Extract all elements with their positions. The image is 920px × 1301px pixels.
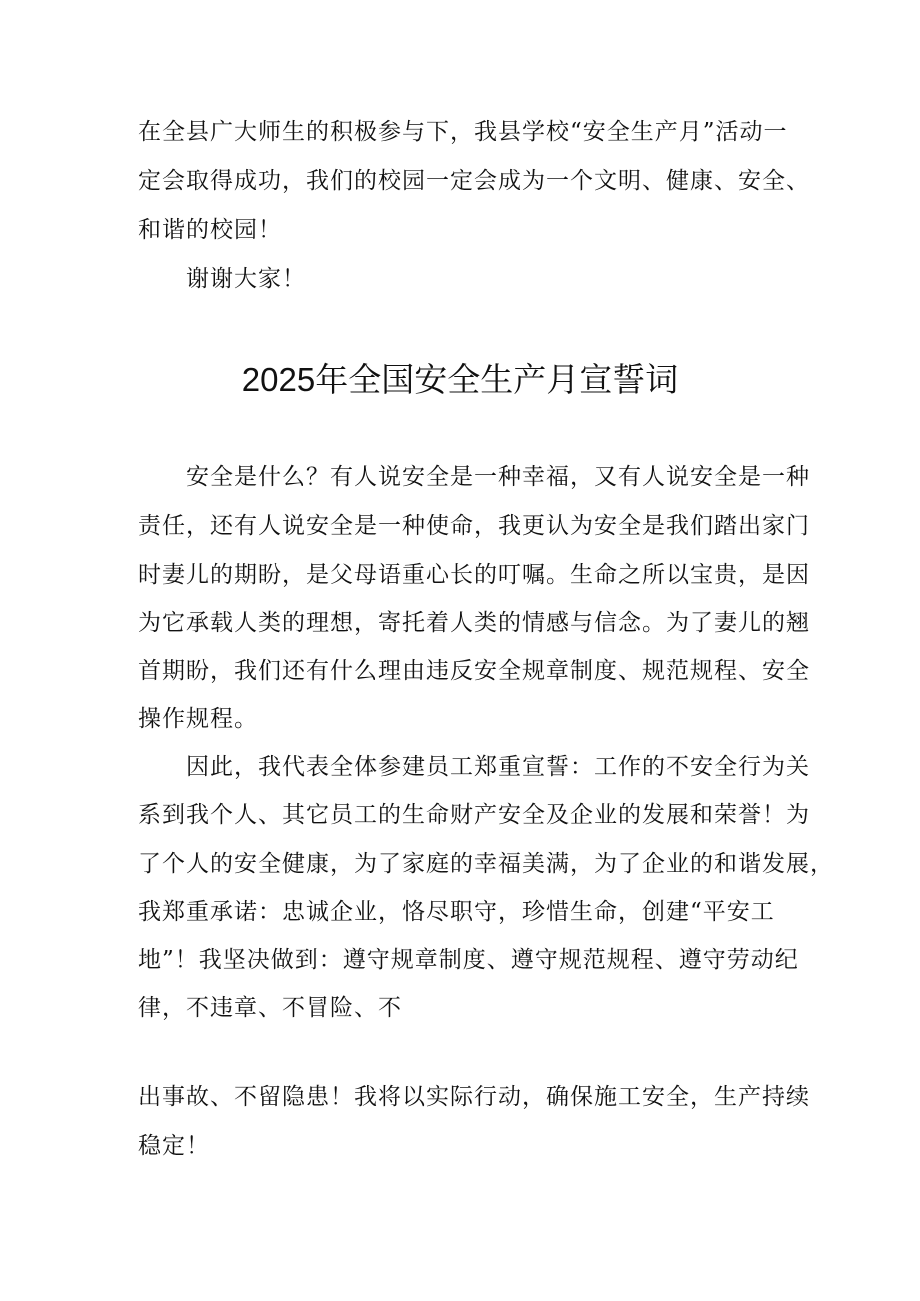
paragraph3-line-1: 出事故、不留隐患！我将以实际行动，确保施工安全，生产持续 <box>138 1084 810 1110</box>
top-paragraph-line-1: 在全县广大师生的积极参与下，我县学校“安全生产月”活动一 <box>138 119 788 145</box>
paragraph1-line-3: 时妻儿的期盼，是父母语重心长的叮嘱。生命之所以宝贵，是因 <box>138 562 810 588</box>
thanks-line: 谢谢大家！ <box>186 266 306 292</box>
paragraph2-line-3: 了个人的安全健康，为了家庭的幸福美满，为了企业的和谐发展， <box>138 851 834 877</box>
paragraph1-line-6: 操作规程。 <box>138 706 258 732</box>
paragraph2-line-4: 我郑重承诺：忠诚企业，恪尽职守，珍惜生命，创建“平安工 <box>138 899 775 925</box>
paragraph2-line-1: 因此，我代表全体参建员工郑重宣誓：工作的不安全行为关 <box>186 754 810 780</box>
paragraph1-line-2: 责任，还有人说安全是一种使命，我更认为安全是我们踏出家门 <box>138 513 810 539</box>
paragraph2-line-6: 律，不违章、不冒险、不 <box>138 995 402 1021</box>
document-title: 2025年全国安全生产月宣誓词 <box>241 361 679 398</box>
paragraph1-line-4: 为它承载人类的理想，寄托着人类的情感与信念。为了妻儿的翘 <box>138 610 810 636</box>
paragraph1-line-5: 首期盼，我们还有什么理由违反安全规章制度、规范规程、安全 <box>138 658 810 684</box>
paragraph2-line-2: 系到我个人、其它员工的生命财产安全及企业的发展和荣誉！为 <box>138 802 810 828</box>
paragraph2-line-5: 地”！我坚决做到：遵守规章制度、遵守规范规程、遵守劳动纪 <box>138 947 799 973</box>
paragraph1-line-1: 安全是什么？有人说安全是一种幸福，又有人说安全是一种 <box>186 464 810 490</box>
top-paragraph-line-2: 定会取得成功，我们的校园一定会成为一个文明、健康、安全、 <box>138 168 810 194</box>
top-paragraph-line-3: 和谐的校园！ <box>138 217 282 243</box>
paragraph3-line-2: 稳定！ <box>138 1133 210 1159</box>
